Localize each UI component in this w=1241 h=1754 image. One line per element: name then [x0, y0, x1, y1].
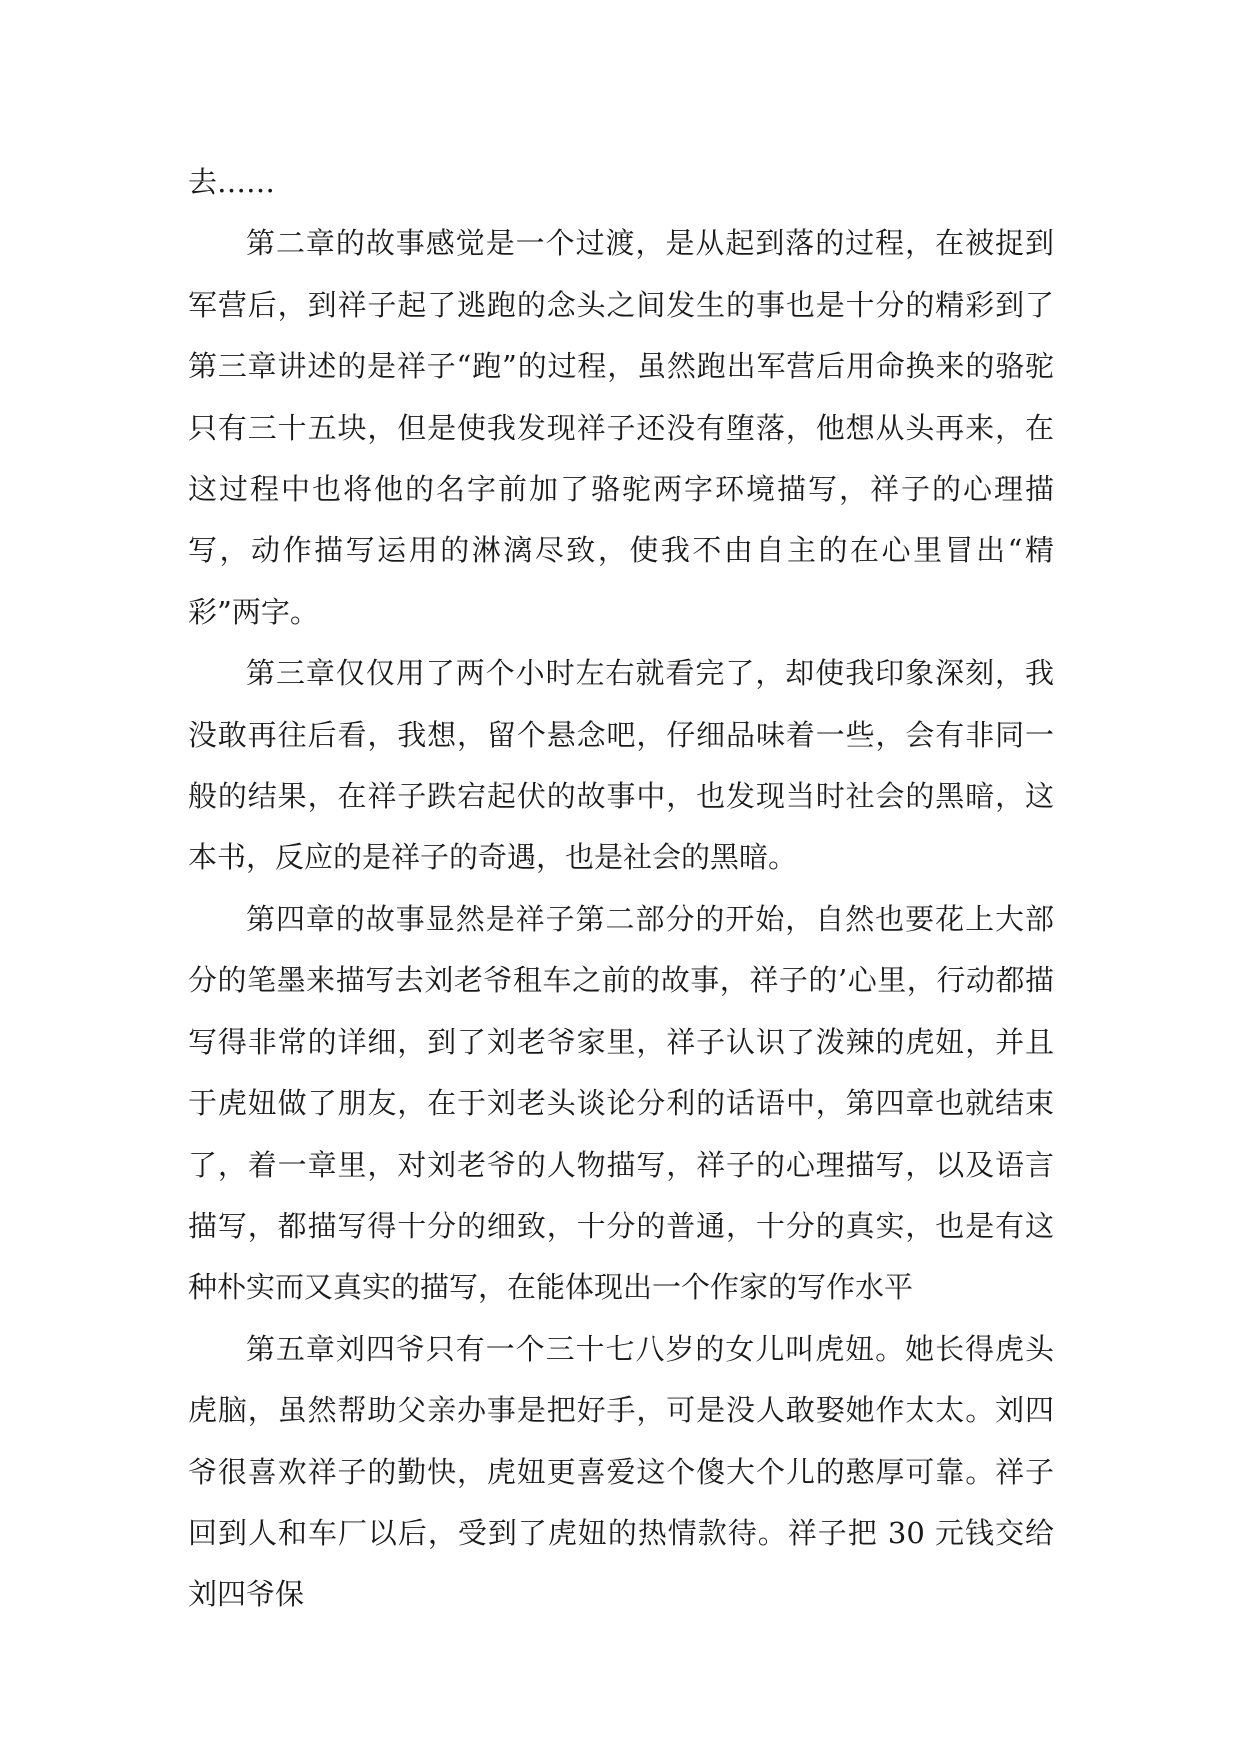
continuation-line: 去…… [188, 165, 276, 199]
paragraph-chapter-4: 第四章的故事显然是祥子第二部分的开始，自然也要花上大部分的笔墨来描写去刘老爷租车之前的故事，祥子的’心里，行动都描写得非常的详细，到了刘老爷家里，祥子认识了泼辣的虎妞，并且于虎妞做了朋友，在于刘老头谈论分利的话语中，第四章也就结束了，着一章里，对刘老爷的人物描写，祥子的心理描写，以及语言描写，都描写得十分的细致，十分的普通，十分的真实，也是有这种朴实而又真实的描写，在能体现出一个作家的写作水平 [188, 901, 1054, 1305]
paragraph-chapter-3: 第三章仅仅用了两个小时左右就看完了，却使我印象深刻，我没敢再往后看，我想，留个悬念吧，仔细品味着一些，会有非同一般的结果，在祥子跌宕起伏的故事中，也发现当时社会的黑暗，这本书，反应的是祥子的奇遇，也是社会的黑暗。 [188, 656, 1054, 875]
paragraph-chapter-2: 第二章的故事感觉是一个过渡，是从起到落的过程，在被捉到军营后，到祥子起了逃跑的念头之间发生的事也是十分的精彩到了第三章讲述的是祥子“跑”的过程，虽然跑出军营后用命换来的骆驼只有三十五块，但是使我发现祥子还没有堕落，他想从头再来，在这过程中也将他的名字前加了骆驼两字环境描写，祥子的心理描写，动作描写运用的淋漓尽致，使我不由自主的在心里冒出“精彩”两字。 [188, 226, 1054, 629]
paragraph-chapter-5: 第五章刘四爷只有一个三十七八岁的女儿叫虎妞。她长得虎头虎脑，虽然帮助父亲办事是把好手，可是没人敢娶她作太太。刘四爷很喜欢祥子的勤快，虎妞更喜爱这个傻大个儿的憨厚可靠。祥子回到人和车厂以后，受到了虎妞的热情款待。祥子把 30 元钱交给刘四爷保 [188, 1331, 1054, 1612]
body-text [188, 152, 1054, 1626]
